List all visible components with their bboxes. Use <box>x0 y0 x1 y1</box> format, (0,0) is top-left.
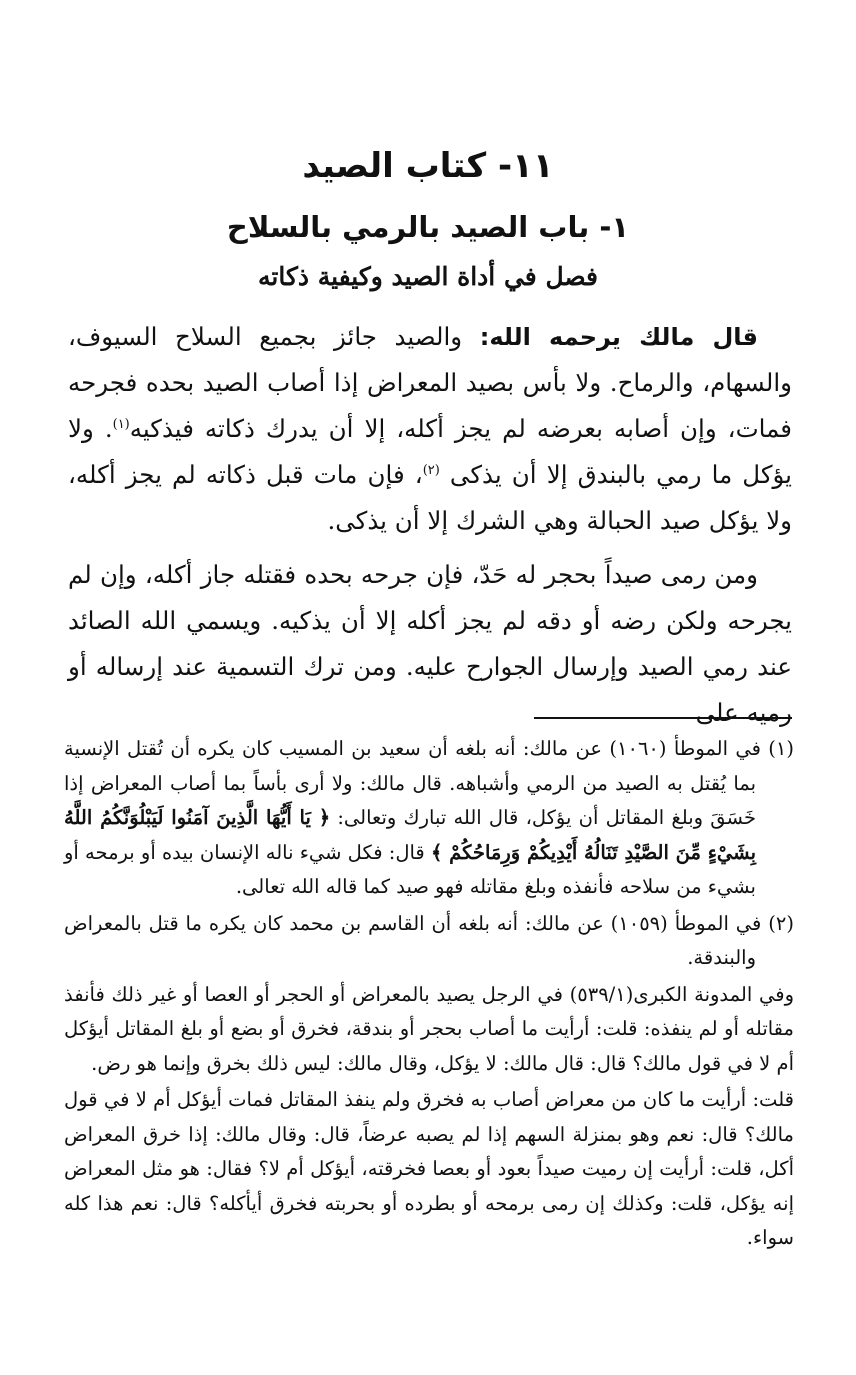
footnote-divider <box>534 717 792 719</box>
quran-verse: ﴿ يَا أَيُّهَا الَّذِينَ آمَنُوا لَيَبْلُوَنَّكُمُ اللَّهُ بِشَيْءٍ مِّنَ الصَّيْدِ تَنَالُهُ أَيْدِيكُمْ وَرِمَاحُكُمْ ﴾ <box>64 806 756 864</box>
subsection-title: فصل في أداة الصيد وكيفية ذكاته <box>257 262 599 291</box>
footnote-text: قال: فكل شيء ناله الإنسان بيده أو برمحه أو بشيء من سلاحه فأنفذه وبلغ مقاتله فهو صيد كما قاله الله تعالى. <box>64 840 756 898</box>
footnote-text: (١) في الموطأ (١٠٦٠) عن مالك: أنه بلغه أن سعيد بن المسيب كان يكره أن تُقتل الإنسية بما يُقتل به الصيد من الرمي وأشباهه. قال مالك: ولا أرى بأساً بما أصاب المعراض إذا خَسَقَ وبلغ المقاتل أن يؤكل، قال الله تبارك وتعالى: <box>64 737 794 829</box>
footnote-1 <box>64 732 794 905</box>
paragraph-text: ، فإن مات قبل ذكاته لم يجز أكله، ولا يؤكل صيد الحبالة وهي الشرك إلا أن يذكى. <box>68 460 792 535</box>
chapter-title: ١١- كتاب الصيد <box>302 146 554 186</box>
paragraph-2: ومن رمى صيداً بحجر له حَدّ، فإن جرحه بحده فقتله جاز أكله، وإن لم يجرحه ولكن رضه أو دقه لم يجز أكله إلا أن يذكيه. ويسمي الله الصائد عند رمي الصيد وإرسال الجوارح عليه. ومن ترك التسمية عند إرساله أو رميه على <box>68 560 792 727</box>
footnotes <box>64 732 794 1258</box>
footnote-2: (٢) في الموطأ (١٠٥٩) عن مالك: أنه بلغه أن القاسم بن محمد كان يكره ما قتل بالمعراض والبندقة. <box>64 911 794 969</box>
footnote-continuation: وفي المدونة الكبرى(٥٣٩/١) في الرجل يصيد بالمعراض أو الحجر أو العصا أو غير ذلك فأنفذ مقاتله أو لم ينفذه: قلت: أرأيت ما أصاب بحجر أو بندقة، فخرق أو بضع أو بلغ المقاتل أيؤكل أم لا في قول مالك؟ قال: قال مالك: لا يؤكل، وقال مالك: ليس ذلك بخرق وإنما هو رض. <box>64 982 795 1075</box>
footnote-continuation: قلت: أرأيت ما كان من معراض أصاب به فخرق ولم ينفذ المقاتل فمات أيؤكل أم لا في قول مالك؟ قال: نعم وهو بمنزلة السهم إذا لم يصبه عرضاً، قال: وقال مالك: إذا خرق المعراض أكل، قلت: أرأيت إن رميت صيداً بعود أو بعصا فخرقته، أيؤكل أم لا؟ فقال: هو مثل المعراض إنه يؤكل، قلت: وكذلك إن رمى برمحه أو بطرده أو بحربته فخرق أيأكله؟ قال: نعم هذا كله سواء. <box>64 1088 794 1249</box>
paragraph-text: . ولا يؤكل ما رمي بالبندق إلا أن يذكى <box>68 414 792 489</box>
footnote-ref-1[interactable]: (١) <box>112 416 130 432</box>
paragraph-1 <box>68 314 792 544</box>
paragraph-text: والصيد جائز بجميع السلاح السيوف، والسهام، والرماح. ولا بأس بصيد المعراض إذا أصاب الصيد بحده فجرحه فمات، وإن أصابه بعرضه لم يجز أكله، إلا أن يدرك ذكاته فيذكيه <box>68 322 792 443</box>
paragraph-lead: قال مالك يرحمه الله: <box>479 323 759 351</box>
main-text <box>68 314 792 736</box>
footnote-ref-2[interactable]: (٢) <box>422 462 440 478</box>
section-title: ١- باب الصيد بالرمي بالسلاح <box>226 210 630 244</box>
